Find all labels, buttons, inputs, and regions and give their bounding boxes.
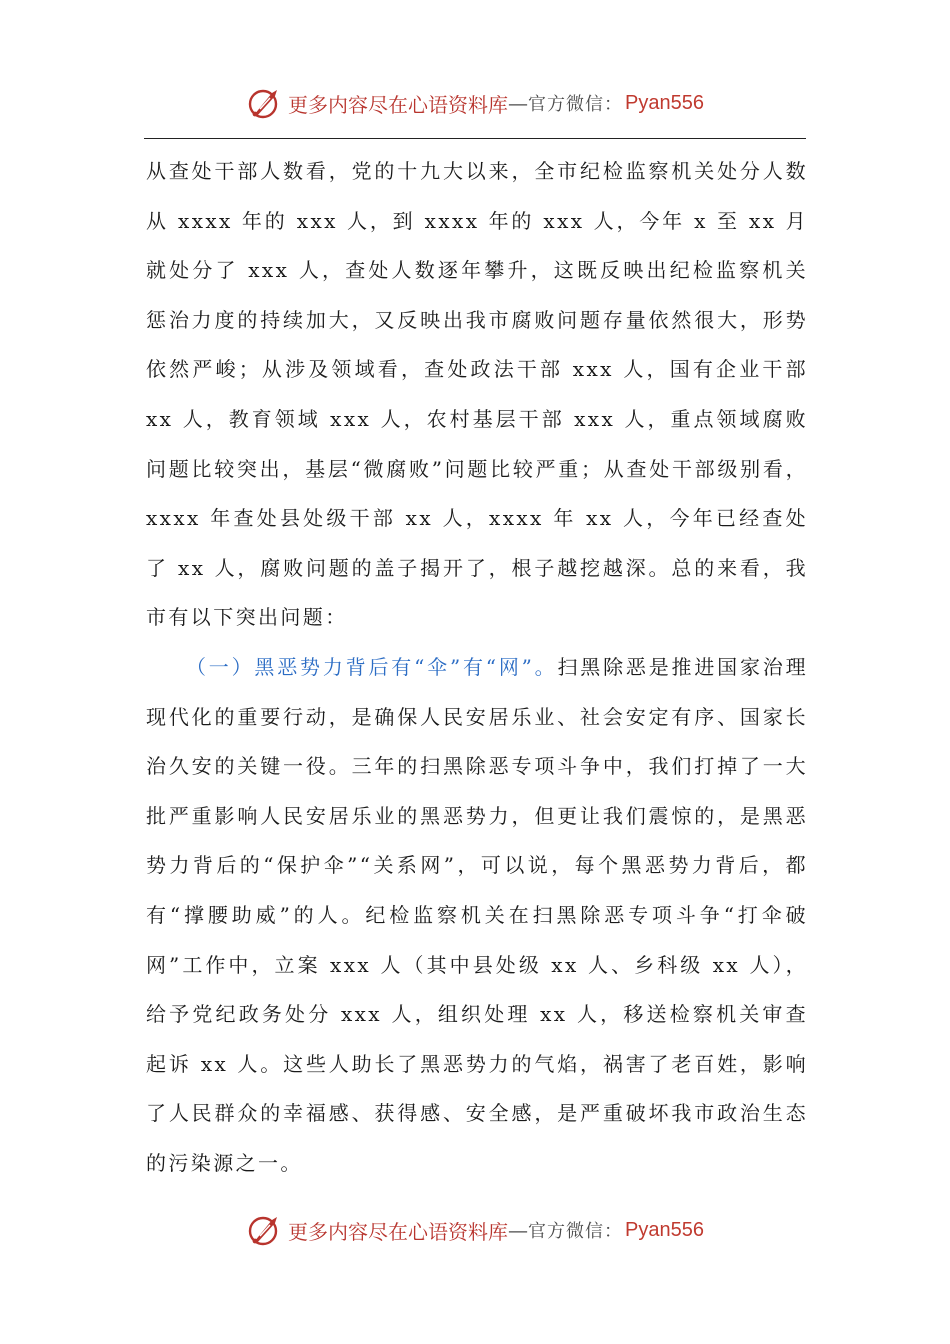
body-paragraph-1: 从查处干部人数看，党的十九大以来，全市纪检监察机关处分人数从 xxxx 年的 xxx 人，到 xxxx 年的 xxx 人，今年 x 至 xx 月就处分了 xxx 人，查处人数逐年攀升，这既反映出纪检监察机关惩治力度的持续加大，又反映出我市腐败问题存量依然很大，形势依然严峻；从涉及领域看，查处政法干部 xxx 人，国有企业干部 xx 人，教育领域 xxx 人，农村基层干部 xxx 人，重点领域腐败问题比较突出，基层“微腐败”问题比较严重；从查处干部级别看，xxxx 年查处县处级干部 xx 人，xxxx 年 xx 人，今年已经查处了 xx 人，腐败问题的盖子揭开了，根子越挖越深。总的来看，我市有以下突出问题：	[146, 159, 808, 630]
body-paragraph-2	[146, 643, 808, 1189]
document-body	[146, 147, 808, 1188]
footer-brand-text: 更多内容尽在心语资料库	[288, 1219, 509, 1244]
header-brand-text: 更多内容尽在心语资料库	[288, 92, 509, 117]
header-separator: —	[508, 91, 529, 115]
header-wechat-id: Pyan556	[625, 91, 704, 114]
header-wechat-label: 官方微信：	[528, 94, 624, 115]
quill-pen-logo-icon	[246, 85, 282, 121]
quill-pen-logo-icon	[246, 1212, 282, 1248]
section-heading-body: 扫黑除恶是推进国家治理现代化的重要行动，是确保人民安居乐业、社会安定有序、国家长治久安的关键一役。三年的扫黑除恶专项斗争中，我们打掉了一大批严重影响人民安居乐业的黑恶势力，但更让我们震惊的，是黑恶势力背后的“保护伞”“关系网”，可以说，每个黑恶势力背后，都有“撑腰助威”的人。纪检监察机关在扫黑除恶专项斗争“打伞破网”工作中，立案 xxx 人（其中县处级 xx 人、乡科级 xx 人），给予党纪政务处分 xxx 人，组织处理 xx 人，移送检察机关审查起诉 xx 人。这些人助长了黑恶势力的气焰，祸害了老百姓，影响了人民群众的幸福感、获得感、安全感，是严重破坏我市政治生态的污染源之一。	[146, 654, 808, 1175]
footer-wechat-id: Pyan556	[625, 1218, 704, 1241]
footer-separator: —	[508, 1218, 529, 1242]
footer-wechat-label: 官方微信：	[528, 1221, 624, 1242]
header-divider	[144, 138, 806, 139]
footer-banner	[0, 1205, 950, 1255]
header-banner	[0, 78, 950, 128]
section-heading: （一）黑恶势力背后有“伞”有“网”。	[186, 654, 558, 679]
